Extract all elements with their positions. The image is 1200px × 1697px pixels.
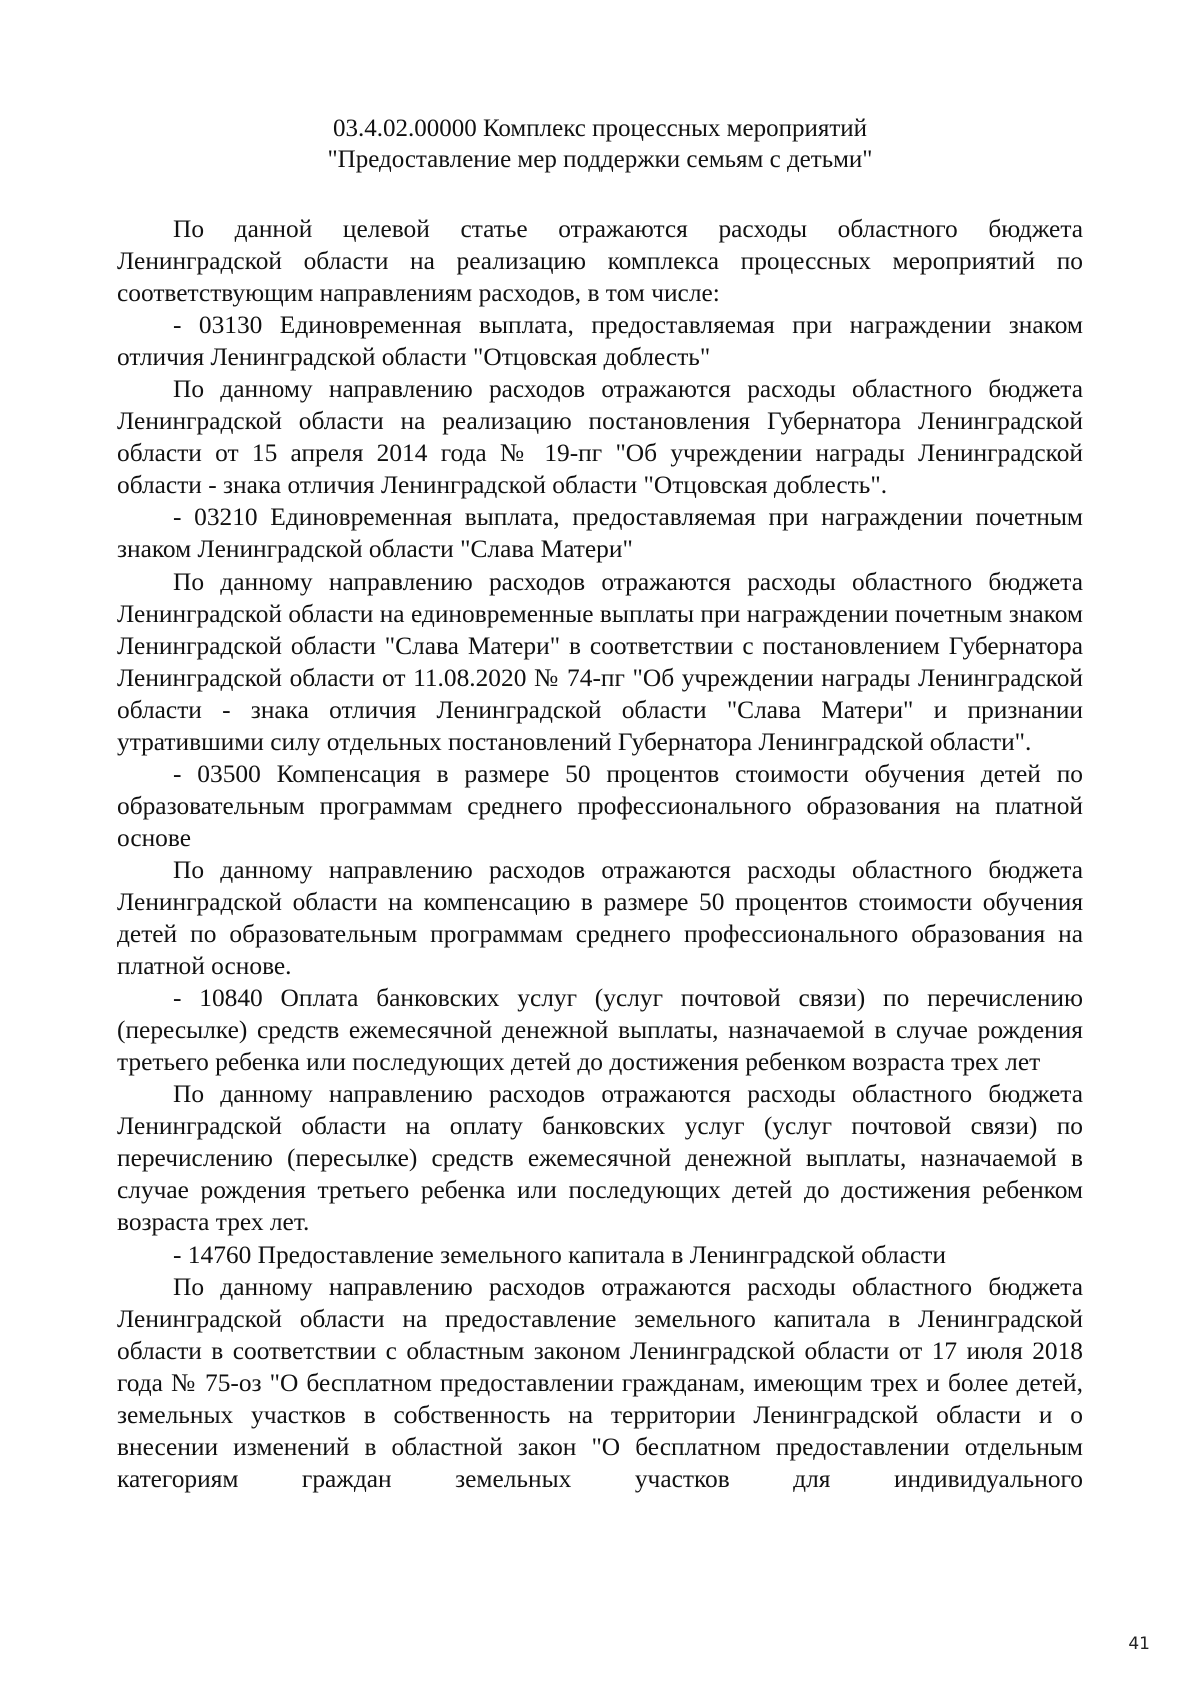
- item-14760-heading: - 14760 Предоставление земельного капитала в Ленинградской области: [173, 1240, 946, 1269]
- item-03210-description: По данному направлению расходов отражаются расходы областного бюджета Ленинградской области на единовременные выплаты при награждении почетным знаком Ленинградской области "Слава Матери" в соответствии с постановлением Губернатора Ленинградской области от 11.08.2020 № 74-пг "Об учреждении награды Ленинградской области - знака отличия Ленинградской области "Слава Матери" и признании утратившими силу отдельных постановлений Губернатора Ленинградской области".: [117, 567, 1083, 756]
- item-03130-heading: - 03130 Единовременная выплата, предоставляемая при награждении знаком отличия Ленинградской области "Отцовская доблесть": [117, 311, 1083, 372]
- item-03210-heading: - 03210 Единовременная выплата, предоставляемая при награждении почетным знаком Ленинградской области "Слава Матери": [117, 503, 1083, 564]
- item-03500-heading: - 03500 Компенсация в размере 50 процентов стоимости обучения детей по образовательным программам среднего профессионального образования на платной основе: [117, 759, 1083, 852]
- section-heading: [120, 113, 1080, 175]
- section-heading-title-line: "Предоставление мер поддержки семьям с детьми": [327, 146, 873, 173]
- item-14760-description: По данному направлению расходов отражаются расходы областного бюджета Ленинградской области на предоставление земельного капитала в Ленинградской области в соответствии с областным законом Ленинградской области от 17 июля 2018 года № 75-оз "О бесплатном предоставлении гражданам, имеющим трех и более детей, земельных участков в собственность на территории Ленинградской области и о внесении изменений в областной закон "О бесплатном предоставлении отдельным категориям граждан земельных участков для индивидуального: [117, 1272, 1083, 1493]
- item-10840-description: По данному направлению расходов отражаются расходы областного бюджета Ленинградской области на оплату банковских услуг (услуг почтовой связи) по перечислению (пересылке) средств ежемесячной денежной выплаты, назначаемой в случае рождения третьего ребенка или последующих детей до достижения ребенком возраста трех лет.: [117, 1080, 1083, 1237]
- item-03130-description: По данному направлению расходов отражаются расходы областного бюджета Ленинградской области на реализацию постановления Губернатора Ленинградской области от 15 апреля 2014 года № 19-пг "Об учреждении награды Ленинградской области - знака отличия Ленинградской области "Отцовская доблесть".: [117, 375, 1083, 500]
- item-03500-description: По данному направлению расходов отражаются расходы областного бюджета Ленинградской области на компенсацию в размере 50 процентов стоимости обучения детей по образовательным программам среднего профессионального образования на платной основе.: [117, 855, 1083, 981]
- intro-paragraph: По данной целевой статье отражаются расходы областного бюджета Ленинградской области на реализацию комплекса процессных мероприятий по соответствующим направлениям расходов, в том числе:: [117, 215, 1083, 308]
- page-number: 41: [1128, 1634, 1150, 1654]
- section-heading-code-line: 03.4.02.00000 Комплекс процессных мероприятий: [332, 115, 868, 142]
- item-10840-heading: - 10840 Оплата банковских услуг (услуг почтовой связи) по перечислению (пересылке) средств ежемесячной денежной выплаты, назначаемой в случае рождения третьего ребенка или последующих детей до достижения ребенком возраста трех лет: [117, 984, 1083, 1077]
- document-body: [117, 213, 1083, 1495]
